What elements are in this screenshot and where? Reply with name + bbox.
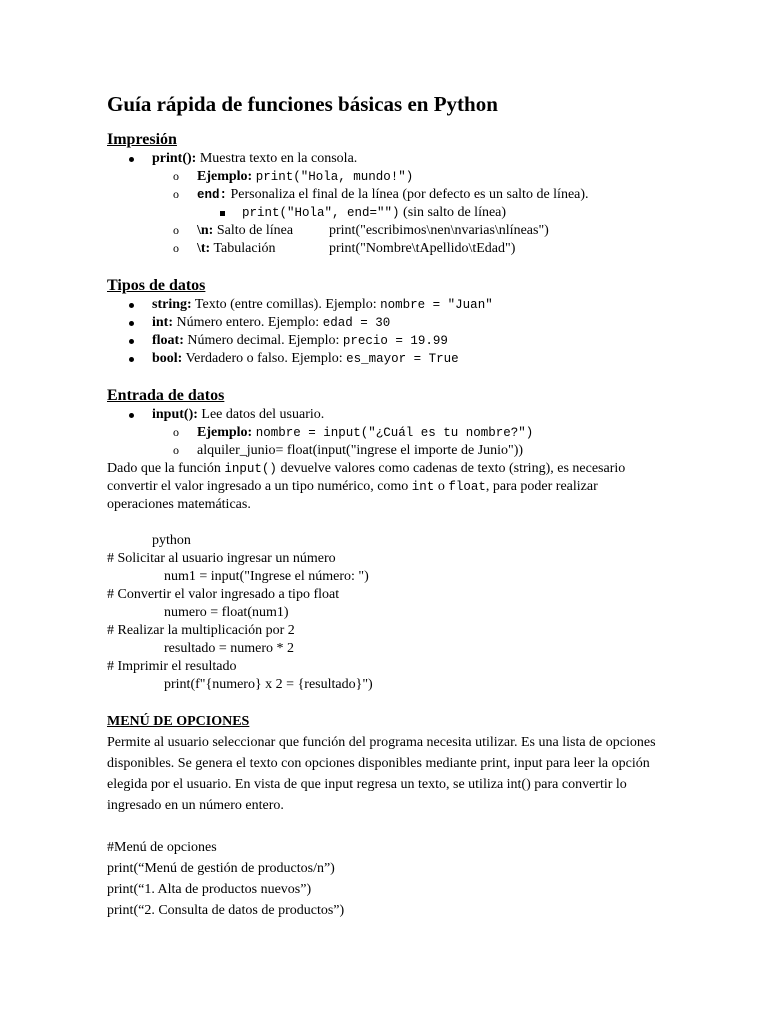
alquiler-example: alquiler_junio= float(input("ingrese el importe de Junio")) bbox=[197, 443, 524, 458]
code-line: # Convertir el valor ingresado a tipo float bbox=[107, 587, 340, 602]
menu-code-line: print(“Menú de gestión de productos/n”) bbox=[107, 861, 335, 876]
code-line: # Imprimir el resultado bbox=[107, 659, 237, 674]
menu-code-line: #Menú de opciones bbox=[107, 840, 217, 855]
menu-paragraph: Permite al usuario seleccionar que función del programa necesita utilizar. Es una lista de opciones disponibles. Se genera el texto con opciones disponibles mediante print, input para leer la opción elegida por el usuario. En vista de que input regresa un texto, se utiliza int() para convertir lo ingresado en un número entero. bbox=[107, 735, 656, 813]
desc-tab: Tabulación bbox=[210, 241, 276, 256]
code-float: precio = 19.99 bbox=[342, 334, 448, 348]
section-entrada bbox=[107, 386, 667, 514]
section-heading-impresion: Impresión bbox=[107, 131, 177, 148]
term-newline: \n: bbox=[197, 223, 214, 238]
note-end-example: (sin salto de línea) bbox=[399, 205, 507, 220]
term-input: input(): bbox=[152, 407, 198, 422]
example-newline: print("escribimos\nen\nvarias\nlíneas") bbox=[329, 223, 549, 238]
list-item-print bbox=[107, 150, 667, 168]
document-page bbox=[107, 90, 667, 921]
desc-input: Lee datos del usuario. bbox=[197, 407, 325, 422]
section-impresion bbox=[107, 130, 667, 258]
code-line: numero = float(num1) bbox=[164, 605, 289, 620]
code-print-example: print("Hola, mundo!") bbox=[255, 170, 414, 184]
code-line: resultado = numero * 2 bbox=[164, 641, 294, 656]
list-item-float bbox=[107, 332, 667, 350]
section-menu bbox=[107, 712, 667, 921]
code-language-label: python bbox=[152, 533, 191, 548]
term-end: end: bbox=[197, 188, 228, 202]
sublist-item-newline bbox=[107, 222, 667, 240]
menu-code-line: print(“1. Alta de productos nuevos”) bbox=[107, 882, 312, 897]
list-item-input bbox=[107, 406, 667, 424]
para-text-2: devuelve valores como cadenas de texto (string), es necesario convertir el valor ingresado a un tipo numérico, como bbox=[107, 461, 626, 494]
code-string: nombre = "Juan" bbox=[380, 298, 493, 312]
example-tab: print("Nombre\tApellido\tEdad") bbox=[329, 241, 516, 256]
sublist-item-end bbox=[107, 186, 667, 204]
para-text-4: , para poder realizar operaciones matemáticas. bbox=[107, 479, 598, 512]
code-int: edad = 30 bbox=[322, 316, 391, 330]
code-line: # Realizar la multiplicación por 2 bbox=[107, 623, 295, 638]
term-int: int: bbox=[152, 315, 173, 330]
list-item-bool bbox=[107, 350, 667, 368]
sublist-item-tab bbox=[107, 240, 667, 258]
sublist-item-alquiler bbox=[107, 442, 667, 460]
term-tab: \t: bbox=[197, 241, 211, 256]
term-float: float: bbox=[152, 333, 184, 348]
term-string: string: bbox=[152, 297, 192, 312]
para-code-int: int bbox=[411, 480, 435, 494]
python-code-block bbox=[107, 532, 667, 694]
para-text-1: Dado que la función bbox=[107, 461, 225, 476]
code-line: print(f"{numero} x 2 = {resultado}") bbox=[164, 677, 373, 692]
code-end-example: print("Hola", end="") bbox=[242, 206, 400, 220]
section-heading-entrada: Entrada de datos bbox=[107, 387, 225, 404]
entrada-paragraph bbox=[107, 460, 667, 514]
code-input-example: nombre = input("¿Cuál es tu nombre?") bbox=[255, 426, 534, 440]
desc-bool: Verdadero o falso. Ejemplo: bbox=[182, 351, 347, 366]
desc-float: Número decimal. Ejemplo: bbox=[183, 333, 343, 348]
term-bool: bool: bbox=[152, 351, 183, 366]
para-text-3: o bbox=[434, 479, 449, 494]
list-item-int bbox=[107, 314, 667, 332]
desc-end: Personaliza el final de la línea (por defecto es un salto de línea). bbox=[227, 187, 589, 202]
desc-int: Número entero. Ejemplo: bbox=[173, 315, 323, 330]
menu-code-line: print(“2. Consulta de datos de productos”) bbox=[107, 903, 345, 918]
sublist-item-ejemplo bbox=[107, 168, 667, 186]
desc-string: Texto (entre comillas). Ejemplo: bbox=[191, 297, 381, 312]
para-code-input: input() bbox=[224, 462, 277, 476]
list-item-string bbox=[107, 296, 667, 314]
label-ejemplo: Ejemplo: bbox=[197, 169, 253, 184]
term-print: print(): bbox=[152, 151, 197, 166]
section-heading-tipos: Tipos de datos bbox=[107, 277, 206, 294]
sublist-item-input-ejemplo bbox=[107, 424, 667, 442]
desc-print: Muestra texto en la consola. bbox=[196, 151, 358, 166]
desc-newline: Salto de línea bbox=[213, 223, 294, 238]
para-code-float: float bbox=[448, 480, 486, 494]
subsublist-item-end-example bbox=[107, 204, 667, 222]
section-heading-menu: MENÚ DE OPCIONES bbox=[107, 714, 250, 729]
code-line: num1 = input("Ingrese el número: ") bbox=[164, 569, 369, 584]
code-bool: es_mayor = True bbox=[346, 352, 459, 366]
label-input-ejemplo: Ejemplo: bbox=[197, 425, 253, 440]
document-title: Guía rápida de funciones básicas en Python bbox=[107, 92, 498, 116]
section-tipos bbox=[107, 276, 667, 368]
code-line: # Solicitar al usuario ingresar un número bbox=[107, 551, 336, 566]
